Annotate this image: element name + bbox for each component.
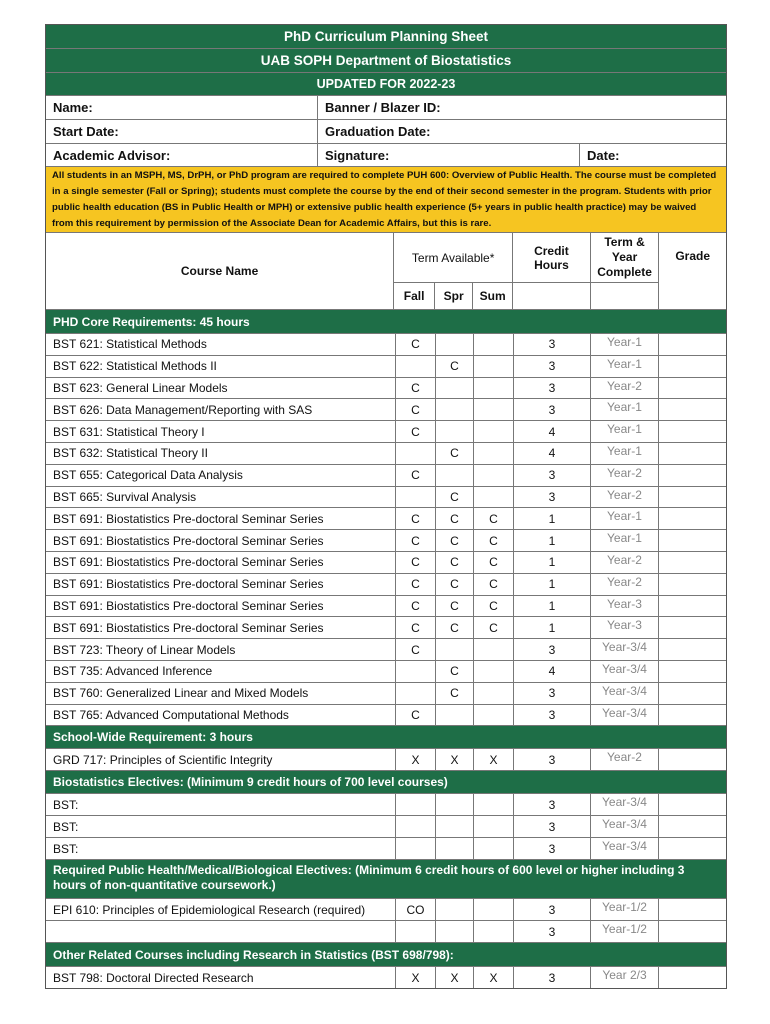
credit-hours: 3 (513, 705, 590, 726)
spring-term: C (435, 487, 473, 508)
summer-term (473, 399, 513, 420)
spring-term: C (435, 574, 473, 595)
grade-cell[interactable] (658, 530, 726, 551)
course-row (46, 661, 726, 683)
credit-hours: 1 (513, 508, 590, 529)
summer-term (473, 421, 513, 442)
spring-term (435, 378, 473, 399)
credit-hours: 3 (513, 465, 590, 486)
course-name: BST 632: Statistical Theory II (53, 446, 208, 461)
spring-term (435, 421, 473, 442)
term-year-complete[interactable]: Year-3/4 (590, 683, 658, 704)
term-year-complete[interactable]: Year-1/2 (590, 921, 658, 942)
term-year-complete[interactable]: Year 2/3 (590, 967, 658, 988)
public-health-electives-title: Required Public Health/Medical/Biological Electives: (Minimum 6 credit hours of 600 level or higher including 3 hours of non-quantitative coursework.) (46, 860, 726, 899)
grade-cell[interactable] (658, 794, 726, 815)
fall-term: C (395, 705, 435, 726)
credit-hours: 1 (513, 596, 590, 617)
fall-term: X (395, 967, 435, 988)
course-row (46, 399, 726, 421)
summer-term (473, 899, 513, 920)
fall-term (395, 443, 435, 464)
course-row (46, 967, 726, 988)
summer-term: C (473, 530, 513, 551)
term-year-complete[interactable]: Year-3/4 (590, 661, 658, 682)
summer-term: C (473, 596, 513, 617)
start-date-field[interactable]: Start Date: (53, 124, 119, 139)
course-row (46, 639, 726, 661)
spring-term: X (435, 967, 473, 988)
spring-term: C (435, 356, 473, 377)
spring-term: C (435, 617, 473, 638)
school-wide-requirement-title: School-Wide Requirement: 3 hours (46, 726, 726, 749)
course-name: EPI 610: Principles of Epidemiological Research (required) (53, 902, 366, 917)
course-name: BST 691: Biostatistics Pre-doctoral Seminar Series (53, 577, 324, 592)
spring-term (435, 838, 473, 859)
spring-term: C (435, 596, 473, 617)
course-name: BST 655: Categorical Data Analysis (53, 468, 243, 483)
course-row (46, 421, 726, 443)
term-year-complete[interactable]: Year-2 (590, 574, 658, 595)
summer-term: X (473, 749, 513, 770)
grade-header: Grade (658, 233, 726, 309)
course-row (46, 596, 726, 618)
summer-term (473, 838, 513, 859)
term-subheader (394, 283, 512, 309)
credit-hours: 4 (513, 661, 590, 682)
date-row (46, 120, 726, 144)
credit-hours: 1 (513, 552, 590, 573)
credit-hours: 3 (513, 899, 590, 920)
course-name: BST 691: Biostatistics Pre-doctoral Seminar Series (53, 555, 324, 570)
spring-term: C (435, 661, 473, 682)
fall-term: C (395, 465, 435, 486)
summer-term (473, 334, 513, 355)
course-name: BST 665: Survival Analysis (53, 489, 197, 504)
course-row (46, 617, 726, 639)
course-row (46, 508, 726, 530)
spring-term (435, 639, 473, 660)
fall-term (395, 356, 435, 377)
grade-cell[interactable] (658, 661, 726, 682)
department-title (46, 49, 726, 73)
term-year-complete[interactable]: Year-1 (590, 356, 658, 377)
credit-hours: 4 (513, 443, 590, 464)
term-year-complete[interactable]: Year-1 (590, 443, 658, 464)
fall-term (395, 838, 435, 859)
spring-term: C (435, 508, 473, 529)
course-name: BST: (53, 819, 79, 834)
credit-hours-header: Credit Hours (513, 233, 590, 283)
fall-term: C (395, 378, 435, 399)
spring-term: X (435, 749, 473, 770)
spring-term: C (435, 443, 473, 464)
course-row (46, 530, 726, 552)
credit-hours: 3 (513, 921, 590, 942)
course-name: BST: (53, 797, 79, 812)
term-year-complete[interactable]: Year-1 (590, 399, 658, 420)
grade-cell[interactable] (658, 596, 726, 617)
summer-term (473, 639, 513, 660)
course-name: BST 691: Biostatistics Pre-doctoral Seminar Series (53, 598, 324, 613)
course-row (46, 465, 726, 487)
term-year-group (590, 233, 659, 309)
credit-hours: 1 (513, 574, 590, 595)
updated-banner (46, 73, 726, 96)
course-name: BST 798: Doctoral Directed Research (53, 970, 254, 985)
summer-term (473, 378, 513, 399)
course-row (46, 443, 726, 465)
course-row (46, 334, 726, 356)
spring-term: C (435, 683, 473, 704)
credit-hours: 3 (513, 356, 590, 377)
biostatistics-electives-title: Biostatistics Electives: (Minimum 9 credit hours of 700 level courses) (46, 771, 726, 794)
grade-cell[interactable] (658, 749, 726, 770)
fall-header: Fall (403, 289, 425, 303)
term-year-complete[interactable]: Year-2 (590, 378, 658, 399)
grade-cell[interactable] (658, 838, 726, 859)
term-year-complete[interactable]: Year-1/2 (590, 899, 658, 920)
grade-cell[interactable] (658, 487, 726, 508)
term-year-complete[interactable]: Year-3/4 (590, 794, 658, 815)
name-row (46, 96, 726, 120)
course-name: BST 631: Statistical Theory I (53, 424, 205, 439)
course-name: BST 760: Generalized Linear and Mixed Models (53, 686, 309, 701)
grade-cell[interactable] (658, 508, 726, 529)
core-requirements-title: PHD Core Requirements: 45 hours (46, 310, 726, 334)
fall-term: C (395, 574, 435, 595)
grade-cell[interactable] (658, 356, 726, 377)
grade-cell[interactable] (658, 399, 726, 420)
course-name: GRD 717: Principles of Scientific Integrity (53, 752, 273, 767)
grade-cell[interactable] (658, 443, 726, 464)
summer-term (473, 683, 513, 704)
summer-header: Sum (472, 283, 512, 309)
spring-term (435, 334, 473, 355)
fall-term (395, 683, 435, 704)
term-year-complete[interactable]: Year-1 (590, 334, 658, 355)
course-row (46, 749, 726, 771)
advisor-row (46, 144, 726, 167)
course-row (46, 356, 726, 378)
course-row (46, 899, 726, 921)
credit-hours-subheader-blank (513, 283, 590, 309)
course-name: BST 691: Biostatistics Pre-doctoral Seminar Series (53, 511, 324, 526)
summer-term: X (473, 967, 513, 988)
course-name: BST 623: General Linear Models (53, 380, 228, 395)
date-field[interactable]: Date: (579, 144, 726, 166)
grade-cell[interactable] (658, 617, 726, 638)
grade-cell[interactable] (658, 899, 726, 920)
column-header (46, 233, 726, 310)
grade-cell[interactable] (658, 574, 726, 595)
course-row (46, 816, 726, 838)
course-name: BST 691: Biostatistics Pre-doctoral Seminar Series (53, 620, 324, 635)
course-name: BST 765: Advanced Computational Methods (53, 707, 289, 722)
fall-term: C (395, 421, 435, 442)
summer-term (473, 705, 513, 726)
credit-hours: 4 (513, 421, 590, 442)
term-year-header: Term & Year Complete (591, 233, 659, 283)
fall-term: C (395, 552, 435, 573)
course-name-header: Course Name (180, 264, 259, 278)
spring-term (435, 465, 473, 486)
course-row (46, 487, 726, 509)
summer-term (473, 443, 513, 464)
term-year-complete[interactable]: Year-3/4 (590, 838, 658, 859)
spring-term (435, 794, 473, 815)
course-name (46, 921, 395, 942)
summer-term: C (473, 552, 513, 573)
grade-cell[interactable] (658, 334, 726, 355)
summer-term (473, 816, 513, 837)
summer-term (473, 921, 513, 942)
course-row (46, 552, 726, 574)
fall-term: X (395, 749, 435, 770)
graduation-date-field[interactable]: Graduation Date: (317, 120, 726, 143)
credit-hours: 3 (513, 749, 590, 770)
term-year-complete[interactable]: Year-1 (590, 530, 658, 551)
grade-cell[interactable] (658, 816, 726, 837)
grade-cell[interactable] (658, 921, 726, 942)
term-year-complete[interactable]: Year-3/4 (590, 639, 658, 660)
spring-term: C (435, 552, 473, 573)
term-available-header: Term Available* (394, 233, 512, 283)
course-sections (46, 310, 726, 988)
credit-hours: 3 (513, 816, 590, 837)
course-row (46, 921, 726, 943)
grade-cell[interactable] (658, 967, 726, 988)
summer-term: C (473, 617, 513, 638)
fall-term (395, 794, 435, 815)
term-year-complete[interactable]: Year-1 (590, 421, 658, 442)
credit-hours: 3 (513, 639, 590, 660)
name-field[interactable]: Name: (53, 100, 93, 115)
grade-cell[interactable] (658, 683, 726, 704)
other-related-courses-title: Other Related Courses including Research in Statistics (BST 698/798): (46, 943, 726, 967)
fall-term: C (395, 617, 435, 638)
credit-hours: 3 (513, 838, 590, 859)
summer-term (473, 465, 513, 486)
fall-term (395, 921, 435, 942)
term-year-complete[interactable]: Year-2 (590, 552, 658, 573)
credit-hours: 1 (513, 530, 590, 551)
term-year-complete[interactable]: Year-1 (590, 508, 658, 529)
summer-term (473, 794, 513, 815)
term-year-complete[interactable]: Year-2 (590, 487, 658, 508)
term-year-subheader-blank (591, 283, 659, 309)
term-year-complete[interactable]: Year-3/4 (590, 816, 658, 837)
term-available-group (393, 233, 512, 309)
term-year-complete[interactable]: Year-3/4 (590, 705, 658, 726)
spring-term (435, 816, 473, 837)
credit-hours: 3 (513, 378, 590, 399)
puh-600-notice: All students in an MSPH, MS, DrPH, or PhD program are required to complete PUH 600: Overview of Public Health. The course must be completed in a single semester (Fall or Spring); students must complete the course by the end of their second semester in the program. Students with prior public health education (BS in Public Health or MPH) or extensive public health experience (5+ years in public health practice) may be waived from this requirement by permission of the Associate Dean for Academic Affairs, but this is rare. (46, 167, 726, 233)
fall-term (395, 816, 435, 837)
course-name: BST: (53, 841, 79, 856)
course-row (46, 378, 726, 400)
course-row (46, 705, 726, 727)
sheet-title (46, 25, 726, 49)
updated-text: UPDATED FOR 2022-23 (316, 77, 456, 91)
fall-term: C (395, 596, 435, 617)
course-name: BST 723: Theory of Linear Models (53, 642, 236, 657)
fall-term (395, 661, 435, 682)
course-name: BST 735: Advanced Inference (53, 664, 213, 679)
grade-cell[interactable] (658, 421, 726, 442)
curriculum-sheet (45, 24, 727, 989)
fall-term: C (395, 639, 435, 660)
fall-term: C (395, 399, 435, 420)
department-text: UAB SOPH Department of Biostatistics (260, 53, 512, 68)
term-year-complete[interactable]: Year-2 (590, 465, 658, 486)
banner-id-field[interactable]: Banner / Blazer ID: (317, 96, 726, 119)
summer-term (473, 487, 513, 508)
course-name: BST 622: Statistical Methods II (53, 359, 217, 374)
credit-hours: 3 (513, 794, 590, 815)
credit-hours: 3 (513, 487, 590, 508)
grade-cell[interactable] (658, 639, 726, 660)
grade-cell[interactable] (658, 465, 726, 486)
credit-hours-group (512, 233, 590, 309)
grade-cell[interactable] (658, 378, 726, 399)
fall-term: C (395, 334, 435, 355)
course-row (46, 838, 726, 860)
spring-header: Spr (434, 283, 472, 309)
grade-cell[interactable] (658, 552, 726, 573)
term-year-complete[interactable]: Year-3 (590, 617, 658, 638)
course-name: BST 621: Statistical Methods (53, 337, 207, 352)
term-year-complete[interactable]: Year-3 (590, 596, 658, 617)
signature-field[interactable]: Signature: (317, 144, 579, 166)
grade-cell[interactable] (658, 705, 726, 726)
course-row (46, 683, 726, 705)
summer-term: C (473, 508, 513, 529)
spring-term: C (435, 530, 473, 551)
spring-term (435, 705, 473, 726)
course-name: BST 691: Biostatistics Pre-doctoral Seminar Series (53, 533, 324, 548)
credit-hours: 3 (513, 334, 590, 355)
summer-term (473, 356, 513, 377)
title-text: PhD Curriculum Planning Sheet (283, 29, 489, 44)
summer-term (473, 661, 513, 682)
advisor-field[interactable]: Academic Advisor: (53, 147, 171, 163)
fall-term (395, 487, 435, 508)
course-row (46, 574, 726, 596)
credit-hours: 3 (513, 967, 590, 988)
fall-term: C (395, 530, 435, 551)
credit-hours: 1 (513, 617, 590, 638)
spring-term (435, 899, 473, 920)
credit-hours: 3 (513, 683, 590, 704)
course-row (46, 794, 726, 816)
fall-term: CO (395, 899, 435, 920)
credit-hours: 3 (513, 399, 590, 420)
course-name: BST 626: Data Management/Reporting with SAS (53, 402, 313, 417)
fall-term: C (395, 508, 435, 529)
term-year-complete[interactable]: Year-2 (590, 749, 658, 770)
spring-term (435, 399, 473, 420)
summer-term: C (473, 574, 513, 595)
spring-term (435, 921, 473, 942)
